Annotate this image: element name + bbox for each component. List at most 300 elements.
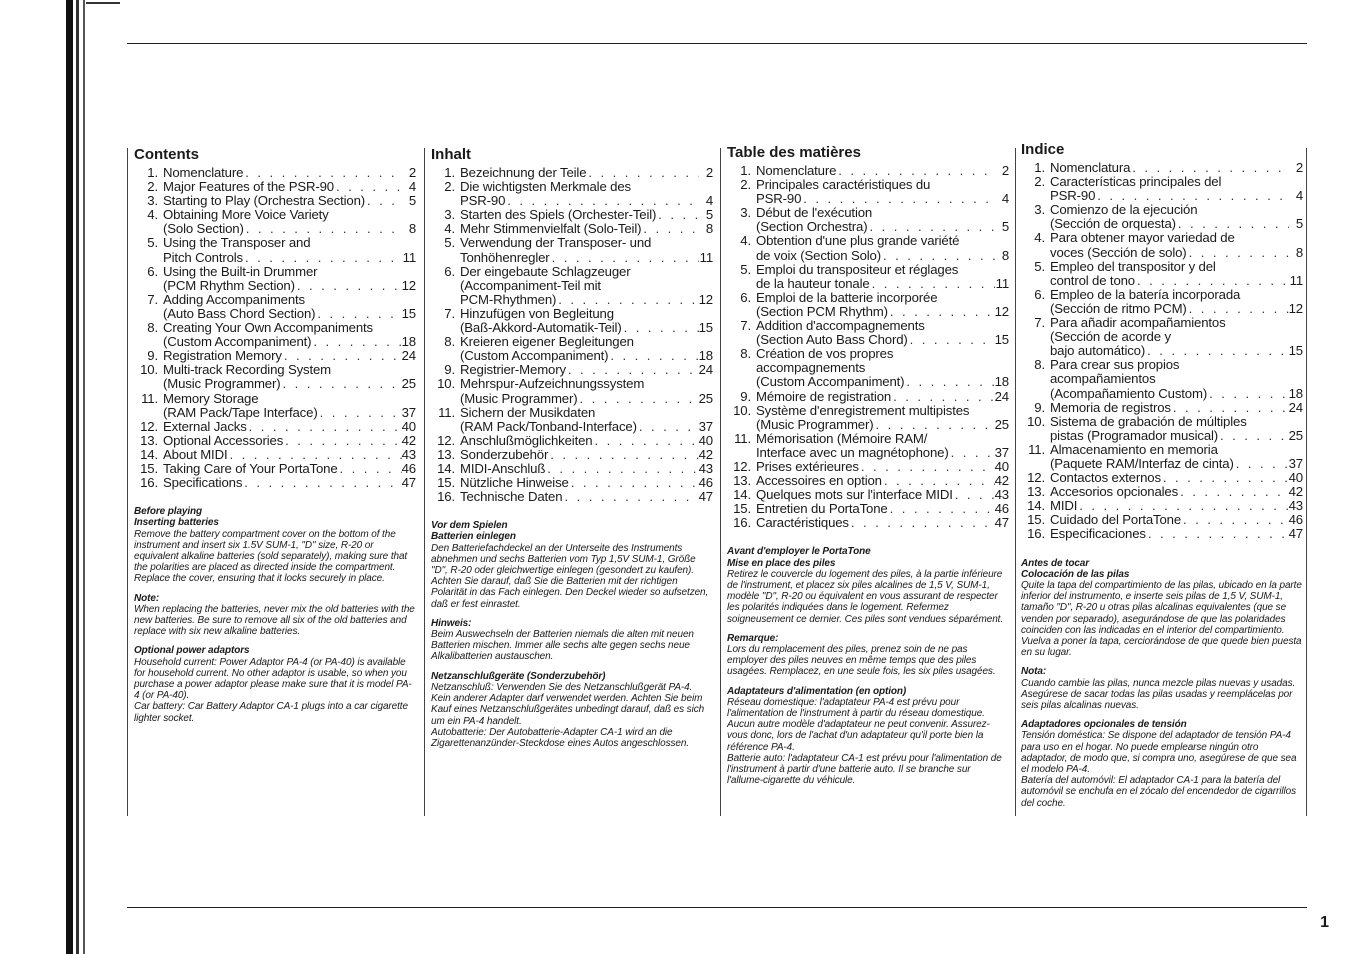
leader-dots [280, 377, 401, 391]
toc-entry-body [1050, 175, 1303, 203]
toc-line [163, 208, 416, 222]
toc-entry [1021, 231, 1303, 259]
column-divider [720, 148, 721, 816]
toc-line [1050, 302, 1303, 316]
toc-entry-body [756, 502, 1009, 516]
toc-title: Quelques mots sur l'interface MIDI [756, 487, 953, 503]
toc-entry [1021, 316, 1303, 358]
toc-number: 9. [147, 348, 158, 364]
toc-line [1050, 527, 1303, 541]
toc-entry [431, 434, 713, 448]
toc-line [1050, 316, 1303, 330]
toc-entry [727, 291, 1009, 319]
leader-dots [244, 222, 402, 236]
toc-entry [431, 462, 713, 476]
toc-number: 14. [1027, 498, 1045, 514]
leader-dots [1135, 274, 1289, 288]
toc-entry-body [756, 516, 1009, 530]
toc-entry-body [1050, 260, 1303, 288]
toc-line [756, 249, 1009, 263]
toc-title: (Auto Bass Chord Section) [163, 305, 316, 321]
toc-entry [1021, 288, 1303, 316]
leader-dots [566, 363, 699, 377]
leader-dots [548, 448, 698, 462]
toc-page-number: 46 [698, 475, 713, 491]
toc-number: 10. [733, 402, 751, 418]
toc-title: Kreieren eigener Begleitungen [460, 334, 634, 350]
battery-notes [431, 520, 713, 749]
toc-line [1050, 415, 1303, 429]
toc-title: PCM-Rhythmen) [460, 291, 557, 307]
toc-page-number: 8 [1001, 247, 1009, 263]
toc-title: Major Features of the PSR-90 [163, 179, 334, 195]
note-text: Lors du remplacement des piles, prenez soin de ne pas employer des piles neuves en même temps que des piles usagées. Remplacez, en une seule fois, les six piles usagées. [727, 644, 996, 678]
section-heading: Contents [134, 146, 199, 163]
toc-number: 16. [140, 475, 158, 491]
toc-entry [727, 502, 1009, 516]
toc-entry-body [163, 166, 416, 180]
toc-line [163, 462, 416, 476]
toc-title: Principales caractéristiques du [756, 177, 931, 193]
toc-title: Verwendung der Transposer- und [460, 235, 652, 251]
toc-title: Cuidado del PortaTone [1050, 512, 1182, 528]
toc-entry [1021, 513, 1303, 527]
toc-entry-body [163, 476, 416, 490]
toc-entry-body [460, 462, 713, 476]
toc-entry-body [756, 319, 1009, 347]
leader-dots [550, 251, 699, 265]
toc-list [431, 166, 713, 504]
toc-title: (RAM Pack/Tonband-Interface) [460, 418, 637, 434]
toc-line [163, 166, 416, 180]
toc-entry-body [163, 265, 416, 293]
note-text: Cuando cambie las pilas, nunca mezcle pilas nuevas y usadas. Asegúrese de sacar todas las pilas usadas y reemplácelas por seis pilas alcalinas nuevas. [1021, 677, 1296, 711]
toc-page-number: 12 [1288, 300, 1303, 316]
toc-line [756, 460, 1009, 474]
toc-entry-body [460, 222, 713, 236]
toc-entry-body [163, 236, 416, 264]
toc-line [1050, 330, 1303, 344]
toc-page-number: 46 [401, 460, 416, 476]
toc-title: Características principales del [1050, 174, 1222, 190]
note-heading: Avant d'employer le PortaTone [727, 546, 871, 558]
note-text: Retirez le couvercle du logement des piles, à la partie inférieure de l'instrument, et placez six piles alcalines de 1,5 V, SUM-1, modèle "D", R-20 ou équivalent en vous assurant de respecter les polarités indiquées dans le logement. Refermez soigneusement ce dernier. Ces piles sont vendues séparément. [727, 568, 1004, 625]
toc-page-number: 37 [1288, 455, 1303, 471]
toc-page-number: 5 [1001, 219, 1009, 235]
toc-entry [134, 321, 416, 349]
toc-number: 2. [147, 179, 158, 195]
toc-line [1050, 372, 1303, 386]
toc-entry [727, 390, 1009, 404]
toc-entry-body [460, 236, 713, 264]
toc-line [756, 446, 1009, 460]
toc-line [1050, 344, 1303, 358]
toc-line [460, 236, 713, 250]
toc-entry [431, 180, 713, 208]
leader-dots [904, 375, 994, 389]
leader-dots [243, 166, 402, 180]
toc-entry [1021, 175, 1303, 203]
toc-title: (Section Auto Bass Chord) [756, 332, 908, 348]
toc-entry-body [460, 448, 713, 462]
toc-number: 7. [147, 291, 158, 307]
toc-entry [134, 166, 416, 180]
toc-title: Para obtener mayor variedad de [1050, 230, 1235, 246]
toc-title: (Custom Accompaniment) [460, 348, 609, 364]
toc-entry [431, 490, 713, 504]
leader-dots [870, 277, 995, 291]
toc-entry-body [756, 263, 1009, 291]
toc-number: 4. [1034, 230, 1045, 246]
toc-number: 3. [1034, 202, 1045, 218]
toc-number: 9. [1034, 399, 1045, 415]
toc-entry-body [163, 293, 416, 321]
battery-notes [727, 546, 1009, 786]
note-heading: Note: [134, 592, 160, 604]
toc-number: 10. [140, 362, 158, 378]
note-heading: Optional power adaptors [134, 645, 250, 657]
toc-entry [727, 432, 1009, 460]
toc-title: Hinzufügen von Begleitung [460, 305, 614, 321]
toc-entry [431, 448, 713, 462]
note-text: When replacing the batteries, never mix the old batteries with the new batteries. Be sure to remove all six of the old batteries and replace with six new alkaline batteries. [134, 603, 415, 638]
toc-line [1050, 217, 1303, 231]
toc-line [460, 321, 713, 335]
toc-title: Bezeichnung der Teile [460, 165, 587, 180]
toc-page-number: 2 [1001, 163, 1009, 178]
toc-entry-body [756, 404, 1009, 432]
toc-line [1050, 457, 1303, 471]
toc-number: 7. [444, 305, 455, 321]
note-heading: Remarque: [727, 632, 779, 644]
leader-dots [318, 406, 402, 420]
toc-entry [431, 208, 713, 222]
leader-dots [1181, 513, 1289, 527]
toc-line [756, 305, 1009, 319]
toc-line [163, 335, 416, 349]
toc-number: 5. [147, 235, 158, 251]
toc-title: Prises extérieures [756, 458, 859, 474]
leader-dots [888, 305, 995, 319]
note-text: Beim Auswechseln der Batterien niemals die alten mit neuen Batterien mischen. Immer alle sechs alte gegen sechs neue Alkalibatterien austauschen. [431, 629, 694, 663]
leader-dots [637, 420, 699, 434]
toc-entry-body [1050, 231, 1303, 259]
toc-line [1050, 274, 1303, 288]
toc-entry [431, 265, 713, 307]
toc-entry-body [1050, 471, 1303, 485]
toc-line [1050, 485, 1303, 499]
toc-page-number: 42 [698, 446, 713, 462]
toc-entry-body [460, 363, 713, 377]
toc-title: Using the Transposer and [163, 235, 311, 251]
toc-line [756, 178, 1009, 192]
toc-page-number: 24 [1288, 399, 1303, 415]
toc-title: Sichern der Musikdaten [460, 404, 596, 420]
note-heading: Vor dem Spielen [431, 520, 508, 532]
toc-entry-body [1050, 358, 1303, 400]
toc-line [163, 180, 416, 194]
toc-title: (Sección de orquesta) [1050, 216, 1176, 232]
toc-number: 6. [147, 263, 158, 279]
toc-title: Obtaining More Voice Variety [163, 207, 329, 223]
toc-page-number: 47 [698, 489, 713, 505]
toc-page-number: 25 [698, 390, 713, 406]
leader-dots [1218, 429, 1289, 443]
toc-title: PSR-90 [756, 191, 802, 207]
toc-title: Memoria de registros [1050, 399, 1171, 415]
toc-line [163, 377, 416, 391]
leader-dots [1187, 246, 1289, 260]
leader-dots [545, 462, 698, 476]
toc-entry-body [460, 377, 713, 405]
toc-number: 1. [740, 163, 751, 178]
toc-page-number: 37 [698, 418, 713, 434]
toc-title: Almacenamiento en memoria [1050, 441, 1218, 457]
toc-entry-body [1050, 527, 1303, 541]
toc-entry [431, 476, 713, 490]
toc-line [460, 166, 713, 180]
toc-entry [134, 194, 416, 208]
toc-page-number: 15 [401, 305, 416, 321]
leader-dots [1171, 401, 1289, 415]
toc-page-number: 4 [1295, 188, 1303, 204]
toc-title: bajo automático) [1050, 343, 1146, 359]
toc-entry [134, 448, 416, 462]
toc-page-number: 2 [705, 165, 713, 180]
leader-dots [608, 349, 698, 363]
toc-line [163, 265, 416, 279]
toc-entry [727, 263, 1009, 291]
toc-line [1050, 203, 1303, 217]
toc-entry [727, 347, 1009, 389]
toc-entry [134, 462, 416, 476]
toc-entry [134, 420, 416, 434]
toc-line [460, 490, 713, 504]
leader-dots [311, 335, 401, 349]
toc-entry-body [1050, 401, 1303, 415]
toc-title: (Music Programmer) [163, 376, 281, 392]
toc-entry-body [1050, 161, 1303, 175]
toc-entry [1021, 443, 1303, 471]
toc-number: 13. [140, 432, 158, 448]
toc-entry-body [1050, 499, 1303, 513]
toc-page-number: 12 [994, 303, 1009, 319]
top-rule [127, 43, 1307, 44]
toc-title: Interface avec un magnétophone) [756, 444, 949, 460]
page-number: 1 [1320, 914, 1329, 931]
toc-title: Addition d'accompagnements [756, 318, 925, 334]
toc-number: 1. [1034, 160, 1045, 175]
toc-line [163, 363, 416, 377]
toc-title: Anschlußmöglichkeiten [460, 432, 593, 448]
toc-title: Die wichtigsten Merkmale des [460, 179, 631, 195]
toc-page-number: 18 [698, 348, 713, 364]
toc-line [163, 448, 416, 462]
toc-line [163, 349, 416, 363]
toc-entry [134, 349, 416, 363]
toc-line [756, 164, 1009, 178]
toc-page-number: 47 [1288, 526, 1303, 542]
toc-title: (Acompañamiento Custom) [1050, 385, 1208, 401]
toc-line [460, 363, 713, 377]
toc-line [1050, 471, 1303, 485]
toc-entry [134, 236, 416, 264]
note-heading: Colocación de las pilas [1021, 568, 1130, 580]
toc-title: Multi-track Recording System [163, 362, 332, 378]
toc-page-number: 42 [401, 432, 416, 448]
battery-notes [1021, 558, 1303, 809]
leader-dots [881, 249, 995, 263]
toc-title: Mémorisation (Mémoire RAM/ [756, 430, 928, 446]
toc-title: (Sección de ritmo PCM) [1050, 300, 1187, 316]
toc-line [756, 277, 1009, 291]
toc-page-number: 2 [1295, 160, 1303, 175]
leader-dots [586, 166, 699, 180]
toc-number: 12. [1027, 470, 1045, 486]
toc-entry [727, 474, 1009, 488]
toc-line [460, 462, 713, 476]
toc-title: Sistema de grabación de múltiples [1050, 413, 1247, 429]
toc-line [460, 406, 713, 420]
toc-title: Empleo del transpositor y del [1050, 258, 1216, 274]
toc-line [756, 516, 1009, 530]
toc-title: Création de vos propres [756, 346, 894, 362]
toc-number: 8. [444, 334, 455, 350]
note-heading: Adaptateurs d'alimentation (en option) [727, 685, 907, 697]
toc-entry-body [163, 448, 416, 462]
toc-line [163, 420, 416, 434]
note-heading: Netzanschlußgeräte (Sonderzubehör) [431, 670, 606, 682]
toc-line [460, 335, 713, 349]
toc-number: 1. [147, 165, 158, 180]
toc-page-number: 12 [401, 277, 416, 293]
toc-line [460, 377, 713, 391]
toc-page-number: 11 [402, 249, 416, 265]
note-text: Tensión doméstica: Se dispone del adaptador de tensión PA-4 para uso en el hogar. No puede emplearse ningún otro adaptador, de modo que, si compra uno, asegúrese de que sea el modelo PA-4. [1021, 730, 1297, 775]
toc-title: Entretien du PortaTone [756, 501, 888, 517]
toc-number: 12. [437, 432, 455, 448]
leader-dots [1234, 457, 1289, 471]
toc-number: 15. [733, 501, 751, 517]
leader-dots [849, 516, 995, 530]
toc-title: Emploi de la batterie incorporée [756, 289, 938, 305]
toc-entry [134, 293, 416, 321]
toc-entry [1021, 203, 1303, 231]
toc-entry [727, 460, 1009, 474]
leader-dots [656, 208, 699, 222]
toc-line [163, 236, 416, 250]
toc-page-number: 18 [401, 334, 416, 350]
toc-title: (PCM Rhythm Section) [163, 277, 295, 293]
toc-title: Début de l'exécution [756, 205, 873, 221]
toc-title: About MIDI [163, 446, 228, 462]
toc-entry [431, 406, 713, 434]
toc-entry [1021, 415, 1303, 443]
toc-line [756, 234, 1009, 248]
toc-title: (Paquete RAM/Interfaz de cinta) [1050, 455, 1234, 471]
toc-line [163, 251, 416, 265]
toc-title: Specifications [163, 475, 243, 491]
toc-entry [1021, 260, 1303, 288]
toc-title: Memory Storage [163, 390, 259, 406]
leader-dots [882, 474, 995, 488]
toc-title: Sonderzubehör [460, 446, 549, 462]
toc-number: 10. [437, 376, 455, 392]
toc-title: Mehrspur-Aufzeichnungssystem [460, 376, 645, 392]
toc-line [1050, 443, 1303, 457]
toc-entry [134, 434, 416, 448]
toc-line [756, 291, 1009, 305]
toc-line [756, 502, 1009, 516]
toc-number: 13. [733, 473, 751, 489]
toc-line [1050, 387, 1303, 401]
toc-number: 8. [1034, 357, 1045, 373]
toc-entry-body [460, 434, 713, 448]
toc-page-number: 18 [994, 374, 1009, 390]
toc-title: (Music Programmer) [460, 390, 578, 406]
toc-title: de voix (Section Solo) [756, 247, 881, 263]
toc-number: 4. [444, 221, 455, 237]
toc-page-number: 15 [1288, 343, 1303, 359]
toc-title: de la hauteur tonale [756, 275, 870, 291]
leader-dots [953, 488, 995, 502]
toc-line [460, 279, 713, 293]
toc-title: Emploi du transpositeur et réglages [756, 261, 959, 277]
toc-number: 2. [444, 179, 455, 195]
toc-page-number: 40 [1288, 470, 1303, 486]
leader-dots [1077, 499, 1288, 513]
note-heading: Mise en place des piles [727, 557, 836, 569]
note-text: Batterie auto: l'adaptateur CA-1 est prévu pour l'alimentation de l'instrument à partir d'une batterie auto. Il se branche sur l'allume-cigarette du véhicule. [727, 752, 1002, 787]
toc-entry [1021, 161, 1303, 175]
toc-page-number: 24 [698, 362, 713, 378]
toc-title: Registrier-Memory [460, 362, 566, 378]
note-heading: Nota: [1021, 666, 1047, 678]
toc-entry [134, 180, 416, 194]
toc-title: (Solo Section) [163, 221, 244, 237]
toc-line [1050, 358, 1303, 372]
leader-dots [247, 420, 402, 434]
toc-title: Mémoire de registration [756, 388, 892, 404]
note-text: Batería del automóvil: El adaptador CA-1 para la batería del automóvil se enchufa en el zócalo del encendedor de cigarrillos del coche. [1021, 775, 1296, 809]
toc-entry-body [1050, 485, 1303, 499]
toc-entry [1021, 401, 1303, 415]
toc-line [460, 222, 713, 236]
toc-number: 15. [140, 460, 158, 476]
column-divider [1015, 148, 1016, 816]
toc-line [1050, 260, 1303, 274]
toc-title: PSR-90 [460, 193, 506, 209]
toc-line [163, 279, 416, 293]
toc-entry [1021, 527, 1303, 541]
toc-page-number: 11 [995, 275, 1009, 291]
toc-title: Comienzo de la ejecución [1050, 202, 1198, 218]
toc-entry-body [756, 164, 1009, 178]
toc-number: 14. [733, 487, 751, 503]
leader-dots [556, 293, 698, 307]
toc-number: 7. [740, 318, 751, 334]
toc-page-number: 40 [698, 432, 713, 448]
toc-entry [134, 265, 416, 293]
toc-entry [727, 178, 1009, 206]
note-text: Household current: Power Adaptor PA-4 (or PA-40) is available for household current. No other adaptor is usable, so when you purchase a power adaptor please make sure that it is model PA-4 (or PA-40). [134, 656, 412, 702]
toc-entry [134, 363, 416, 391]
toc-number: 8. [147, 320, 158, 336]
toc-number: 16. [437, 489, 455, 505]
toc-line [756, 390, 1009, 404]
toc-entry-body [756, 432, 1009, 460]
toc-line [1050, 288, 1303, 302]
